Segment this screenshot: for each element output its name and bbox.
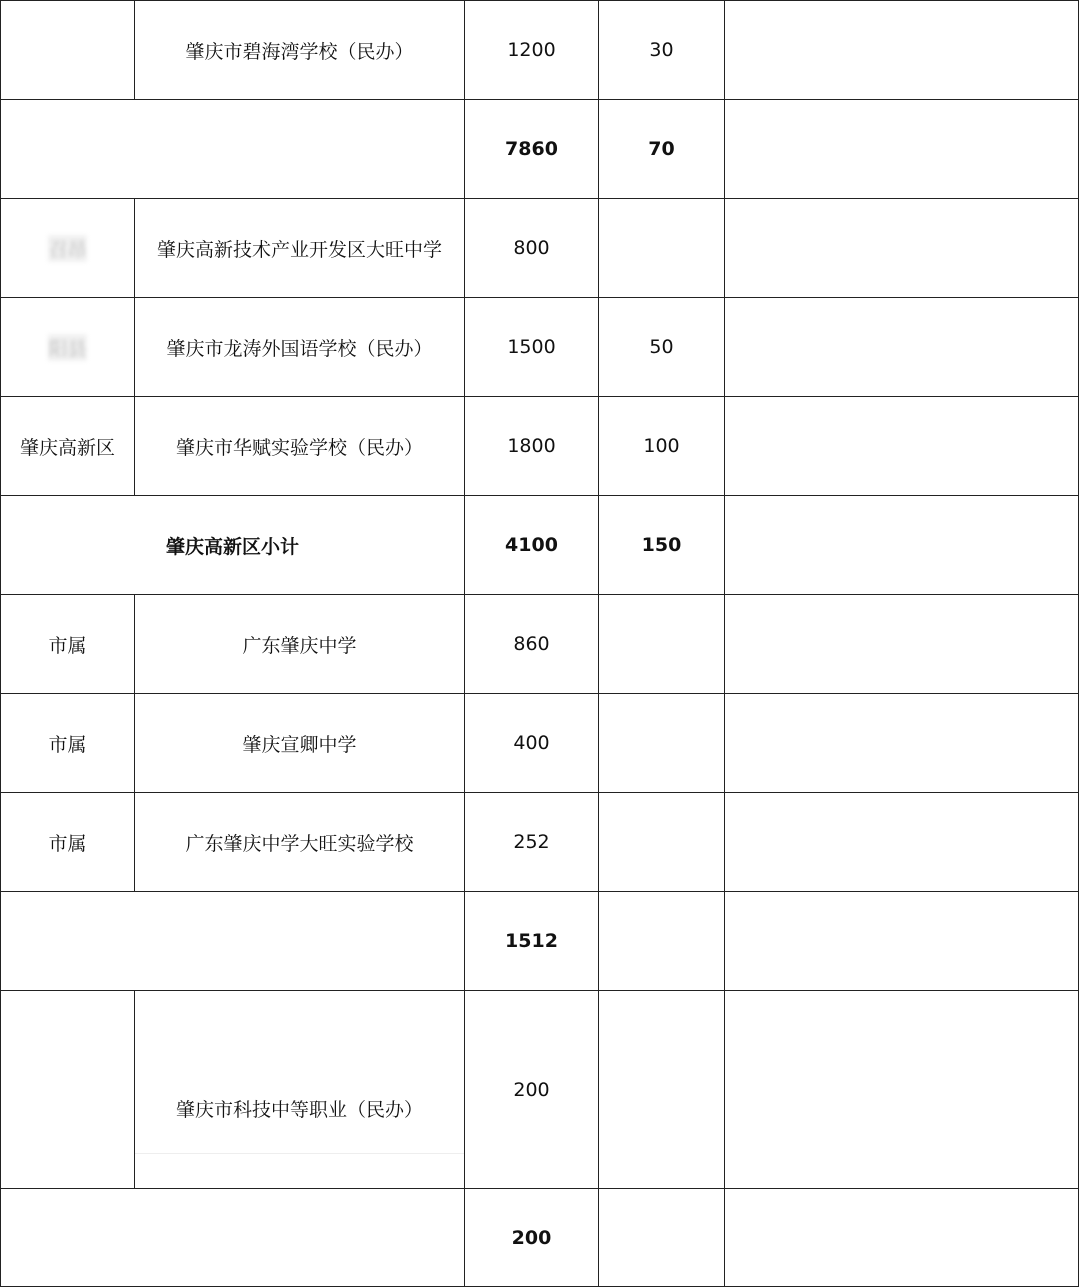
plan-cell: 400: [465, 694, 599, 793]
school-name: 肇庆市科技中等职业（民办）: [175, 1099, 423, 1121]
district-cell: 市属: [1, 595, 135, 694]
extra-cell: [599, 595, 725, 694]
subtotal-label: 肇庆高新区小计: [1, 496, 465, 595]
subtotal-label: [1, 1189, 465, 1287]
plan-cell: 800: [465, 199, 599, 298]
table-row: [1, 199, 1079, 298]
note-cell: [725, 397, 1079, 496]
table-row: [1, 298, 1079, 397]
extra-cell: 50: [599, 298, 725, 397]
district-cell: 肇庆高新区: [1, 397, 135, 496]
subtotal-label: [1, 100, 465, 199]
note-cell: [725, 1189, 1079, 1287]
extra-cell: [599, 199, 725, 298]
subtotal-label: [1, 892, 465, 991]
district-cell: [1, 1, 135, 100]
subtotal-row: [1, 496, 1079, 595]
note-cell: [725, 199, 1079, 298]
subtotal-extra: [599, 892, 725, 991]
school-cell-inner: [135, 1057, 464, 1122]
note-cell: [725, 298, 1079, 397]
obscured-text: 召昂: [48, 235, 86, 262]
table-row: [1, 1, 1079, 100]
subtotal-extra: 70: [599, 100, 725, 199]
table-row: [1, 595, 1079, 694]
subtotal-row: [1, 100, 1079, 199]
district-cell: 市属: [1, 793, 135, 892]
note-cell: [725, 694, 1079, 793]
subtotal-extra: 150: [599, 496, 725, 595]
divider: [135, 1153, 464, 1154]
note-cell: [725, 595, 1079, 694]
school-cell: 广东肇庆中学大旺实验学校: [135, 793, 465, 892]
plan-cell: 252: [465, 793, 599, 892]
table-row: [1, 397, 1079, 496]
subtotal-plan: 1512: [465, 892, 599, 991]
table-row: [1, 694, 1079, 793]
plan-cell: 1500: [465, 298, 599, 397]
subtotal-plan: 200: [465, 1189, 599, 1287]
plan-cell: 1200: [465, 1, 599, 100]
extra-cell: [599, 694, 725, 793]
school-cell: 肇庆市华赋实验学校（民办）: [135, 397, 465, 496]
note-cell: [725, 1, 1079, 100]
extra-cell: 30: [599, 1, 725, 100]
extra-cell: [599, 793, 725, 892]
district-cell: [1, 991, 135, 1189]
district-cell: [1, 298, 135, 397]
school-cell: 肇庆市龙涛外国语学校（民办）: [135, 298, 465, 397]
subtotal-row: [1, 892, 1079, 991]
subtotal-plan: 4100: [465, 496, 599, 595]
school-cell: 肇庆宣卿中学: [135, 694, 465, 793]
obscured-text: 阳县: [48, 334, 86, 361]
table-row: [1, 793, 1079, 892]
plan-cell: 860: [465, 595, 599, 694]
school-cell: [135, 991, 465, 1189]
subtotal-plan: 7860: [465, 100, 599, 199]
district-cell: [1, 199, 135, 298]
school-cell: 肇庆高新技术产业开发区大旺中学: [135, 199, 465, 298]
district-cell: 市属: [1, 694, 135, 793]
plan-cell: 1800: [465, 397, 599, 496]
subtotal-row: [1, 1189, 1079, 1287]
note-cell: [725, 496, 1079, 595]
extra-cell: [599, 991, 725, 1189]
table-row: [1, 991, 1079, 1189]
school-cell: 广东肇庆中学: [135, 595, 465, 694]
subtotal-extra: [599, 1189, 725, 1287]
note-cell: [725, 892, 1079, 991]
school-cell: 肇庆市碧海湾学校（民办）: [135, 1, 465, 100]
note-cell: [725, 100, 1079, 199]
plan-cell: 200: [465, 991, 599, 1189]
note-cell: [725, 991, 1079, 1189]
note-cell: [725, 793, 1079, 892]
extra-cell: 100: [599, 397, 725, 496]
